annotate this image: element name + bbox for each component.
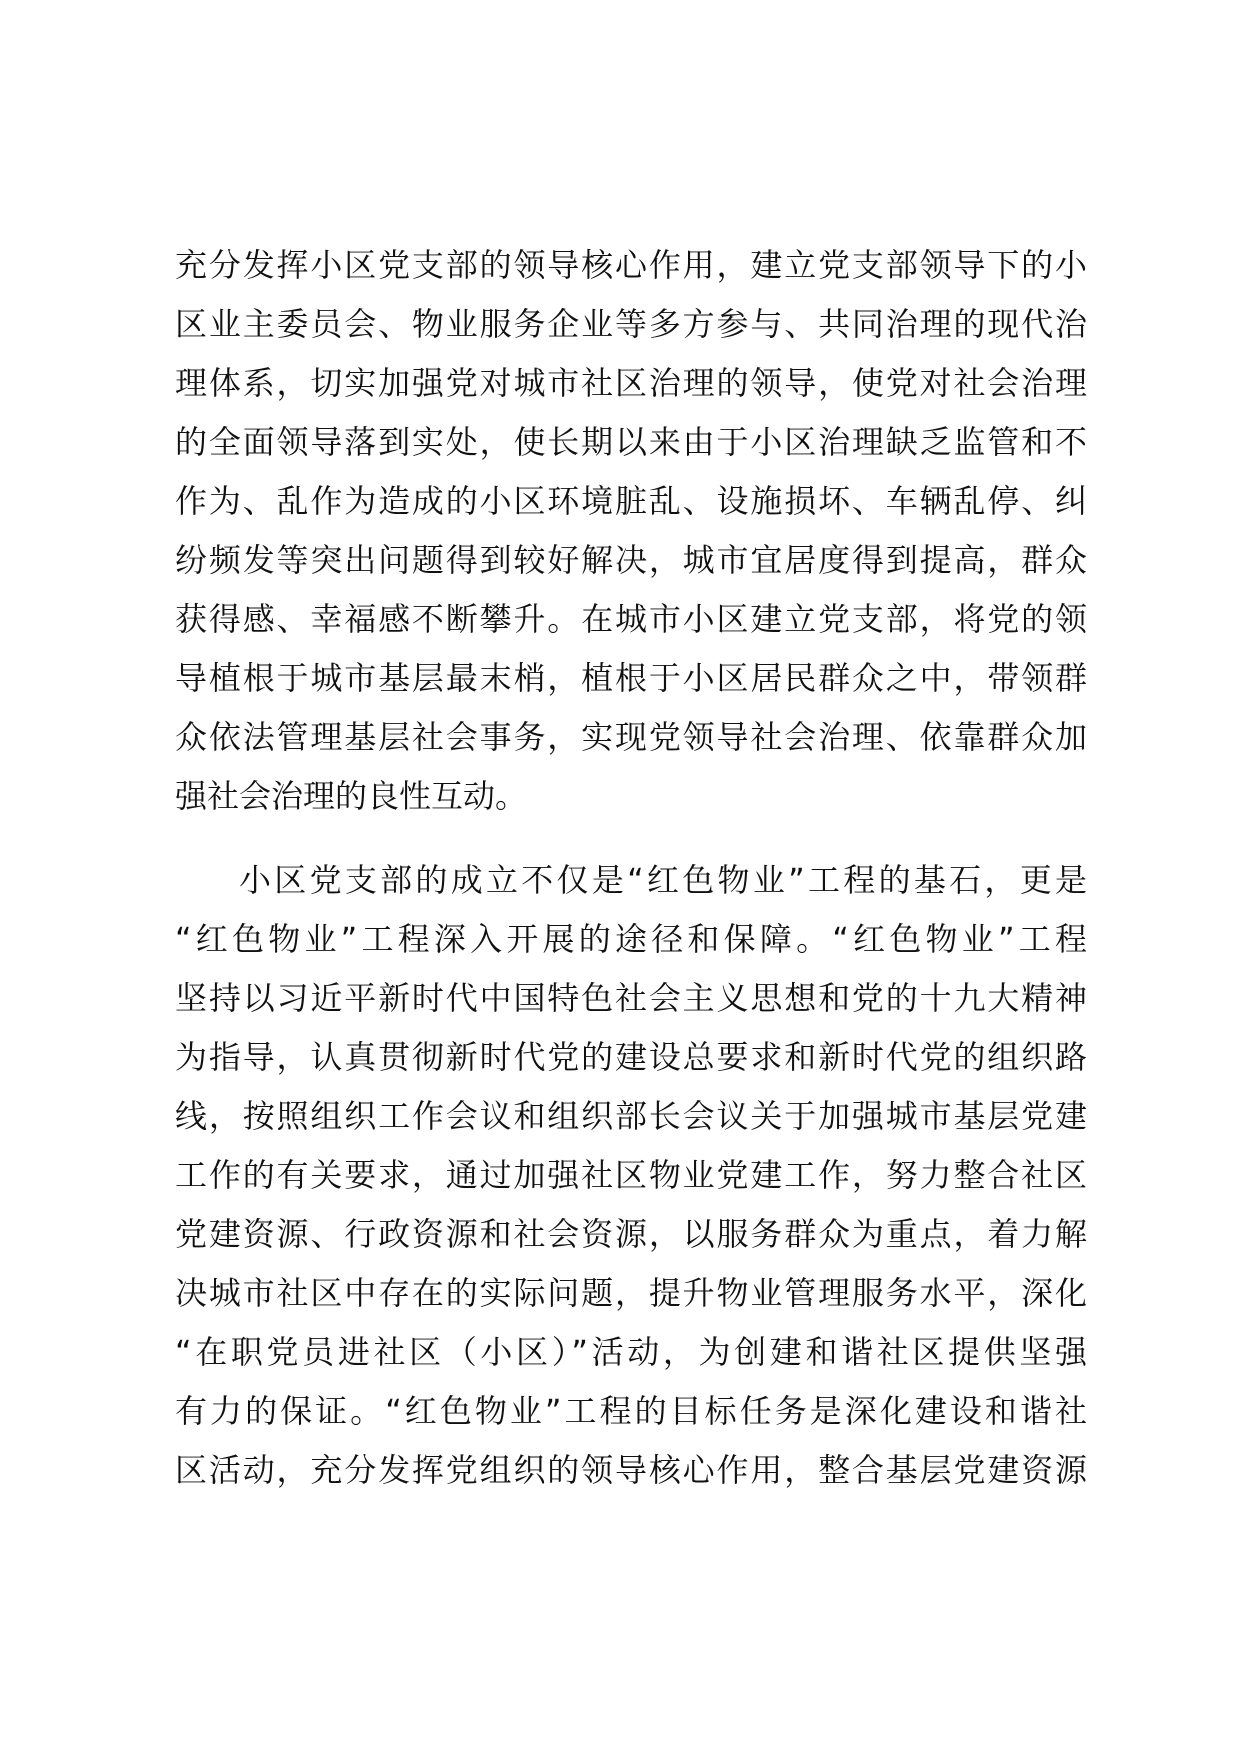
text-line: 有力的保证。“红色物业”工程的目标任务是深化建设和谐社 xyxy=(175,1392,1087,1430)
text-line: 纷频发等突出问题得到较好解决，城市宜居度得到提高，群众 xyxy=(175,541,1087,579)
text-line: 获得感、幸福感不断攀升。在城市小区建立党支部，将党的领 xyxy=(175,600,1087,638)
text-line: 理体系，切实加强党对城市社区治理的领导，使党对社会治理 xyxy=(175,364,1087,402)
text-line: 强社会治理的良性互动。 xyxy=(175,777,528,815)
text-line: 为指导，认真贯彻新时代党的建设总要求和新时代党的组织路 xyxy=(175,1038,1087,1076)
text-line: “红色物业”工程深入开展的途径和保障。“红色物业”工程 xyxy=(175,920,1087,958)
text-line: 作为、乱作为造成的小区环境脏乱、设施损坏、车辆乱停、纠 xyxy=(175,482,1087,520)
text-line: 区业主委员会、物业服务企业等多方参与、共同治理的现代治 xyxy=(175,305,1087,343)
text-line: 工作的有关要求，通过加强社区物业党建工作，努力整合社区 xyxy=(175,1156,1087,1194)
text-line: 充分发挥小区党支部的领导核心作用，建立党支部领导下的小 xyxy=(175,246,1087,284)
paragraph-2 xyxy=(175,851,1087,1500)
text-line: 线，按照组织工作会议和组织部长会议关于加强城市基层党建 xyxy=(175,1097,1087,1135)
text-line: “在职党员进社区（小区）”活动，为创建和谐社区提供坚强 xyxy=(175,1333,1087,1371)
text-line: 坚持以习近平新时代中国特色社会主义思想和党的十九大精神 xyxy=(175,979,1087,1017)
document-body xyxy=(175,236,1087,1500)
text-line: 的全面领导落到实处，使长期以来由于小区治理缺乏监管和不 xyxy=(175,423,1087,461)
text-line: 党建资源、行政资源和社会资源，以服务群众为重点，着力解 xyxy=(175,1215,1087,1253)
text-line: 决城市社区中存在的实际问题，提升物业管理服务水平，深化 xyxy=(175,1274,1087,1312)
text-line: 区活动，充分发挥党组织的领导核心作用，整合基层党建资源 xyxy=(175,1451,1087,1489)
paragraph-spacer xyxy=(175,826,1087,851)
text-line: 众依法管理基层社会事务，实现党领导社会治理、依靠群众加 xyxy=(175,718,1087,756)
paragraph-1 xyxy=(175,236,1087,826)
text-line: 小区党支部的成立不仅是“红色物业”工程的基石，更是 xyxy=(239,861,1087,899)
text-line: 导植根于城市基层最末梢，植根于小区居民群众之中，带领群 xyxy=(175,659,1087,697)
